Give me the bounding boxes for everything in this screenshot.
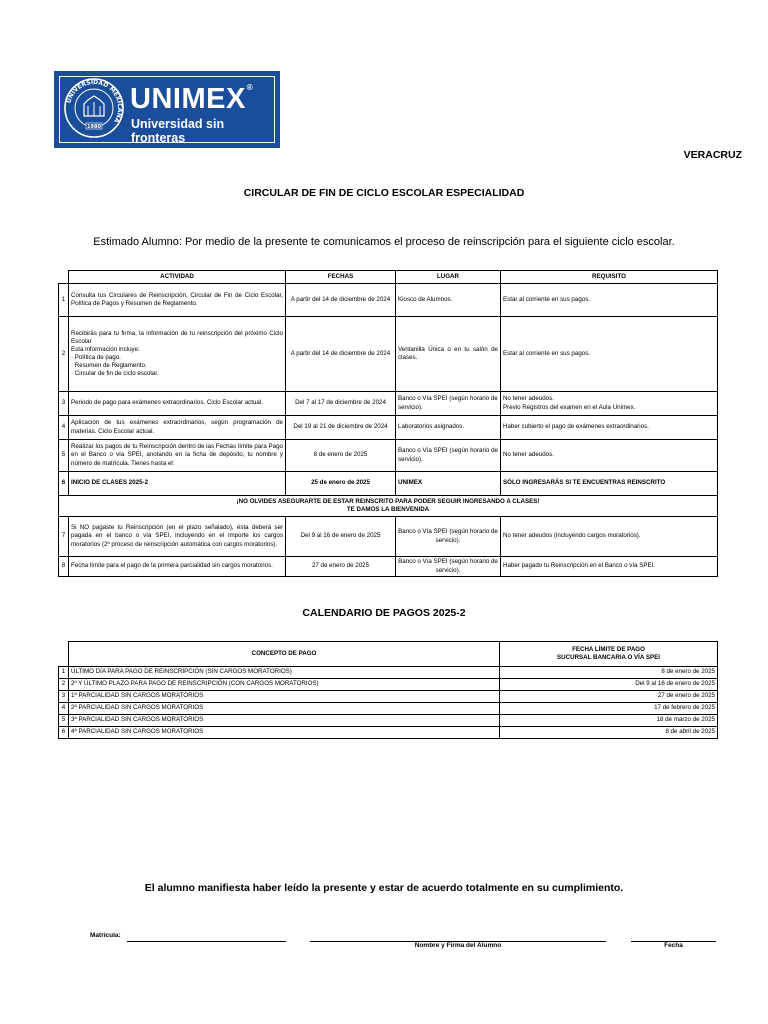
row-fechas: 27 de enero de 2025 bbox=[286, 557, 396, 577]
calendar-row bbox=[59, 727, 718, 739]
row-requisito: Haber cubierto el pago de exámenes extraordinarios. bbox=[501, 416, 718, 440]
actividad-line: Esta información incluye: bbox=[71, 345, 140, 353]
row-number: 6 bbox=[59, 472, 69, 496]
row-lugar: UNIMEX bbox=[396, 472, 501, 496]
row-fechas: A partir del 14 de diciembre de 2024 bbox=[286, 284, 396, 317]
university-seal-icon bbox=[62, 76, 126, 140]
header-fechas: FECHAS bbox=[286, 271, 396, 284]
row-requisito: Haber pagado tu Reinscripción en el Banco o vía SPEI. bbox=[501, 557, 718, 577]
row-actividad: Realizar los pagos de tu Reinscripción dentro de las Fechas límite para Pago en el Banco o vía SPEI, anotando en la ficha de depósito, tu nombre y número de matrícula. Tienes hasta el: bbox=[69, 440, 286, 472]
requisito-line: Previo Registros del examen en el Aula Unimex. bbox=[503, 403, 636, 411]
row-number: 3 bbox=[59, 392, 69, 416]
header-fecha-line: FECHA LÍMITE DE PAGO bbox=[572, 645, 645, 653]
intro-text: Estimado Alumno: Por medio de la presente te comunicamos el proceso de reinscripción para el siguiente ciclo escolar. bbox=[93, 236, 675, 248]
row-actividad: Si NO pagaste tu Reinscripción (en el plazo señalado), ésta deberá ser pagada en el banco o vía SPEI, incluyendo en el importe los cargos moratorios (2º proceso de reinscripción automática con cargos moratorios). bbox=[69, 517, 286, 557]
notice-line: TE DAMOS LA BIENVENIDA bbox=[346, 506, 430, 513]
unimex-logo bbox=[54, 71, 280, 148]
table-row bbox=[59, 557, 718, 577]
row-number: 2 bbox=[59, 679, 69, 691]
calendar-row bbox=[59, 679, 718, 691]
header-concepto: CONCEPTO DE PAGO bbox=[69, 642, 500, 667]
row-concepto: ÚLTIMO DÍA PARA PAGO DE REINSCRIPCIÓN (SIN CARGOS MORATORIOS) bbox=[69, 667, 500, 679]
row-number: 3 bbox=[59, 691, 69, 703]
row-requisito: No tener adeudos. bbox=[501, 440, 718, 472]
brand-name bbox=[130, 83, 253, 116]
row-actividad: INICIO DE CLASES 2025-2 bbox=[69, 472, 286, 496]
calendar-row bbox=[59, 703, 718, 715]
activities-table bbox=[58, 270, 718, 577]
row-number: 6 bbox=[59, 727, 69, 739]
row-fecha: 27 de enero de 2025 bbox=[500, 691, 718, 703]
row-number: 1 bbox=[59, 284, 69, 317]
row-number: 5 bbox=[59, 715, 69, 727]
row-requisito bbox=[501, 392, 718, 416]
row-number: 7 bbox=[59, 517, 69, 557]
row-concepto: 4ª PARCIALIDAD SIN CARGOS MORATORIOS bbox=[69, 727, 500, 739]
agreement-statement: El alumno manifiesta haber leído la presente y estar de acuerdo totalmente en su cumplimiento. bbox=[144, 882, 624, 894]
calendar-row bbox=[59, 667, 718, 679]
registered-mark: ® bbox=[246, 83, 254, 92]
row-fechas: A partir del 14 de diciembre de 2024 bbox=[286, 317, 396, 392]
notice-cell bbox=[59, 496, 718, 517]
table-row bbox=[59, 392, 718, 416]
row-fecha: 18 de marzo de 2025 bbox=[500, 715, 718, 727]
row-actividad: Aplicación de tus exámenes extraordinarios, según programación de materias. Ciclo Escolar actual. bbox=[69, 416, 286, 440]
header-fecha-line: SUCURSAL BANCARIA O VÍA SPEI bbox=[557, 654, 660, 661]
row-fechas: Del 9 al 16 de enero de 2025 bbox=[286, 517, 396, 557]
actividad-line: · Resumen de Reglamento. bbox=[71, 362, 147, 370]
brand-text: UNIMEX bbox=[130, 83, 246, 115]
table-row bbox=[59, 284, 718, 317]
matricula-label: Matrícula: bbox=[90, 932, 121, 939]
row-fechas: Del 7 al 17 de diciembre de 2024 bbox=[286, 392, 396, 416]
payment-calendar-table bbox=[58, 641, 718, 739]
row-lugar: Banco o Vía SPEI (según horario de servicio). bbox=[396, 440, 501, 472]
matricula-line bbox=[127, 941, 286, 942]
row-lugar: Laboratorios asignados. bbox=[396, 416, 501, 440]
row-lugar: Banco o Vía SPEI (según horario de servicio). bbox=[396, 392, 501, 416]
row-requisito: No tener adeudos (incluyendo cargos moratorios). bbox=[501, 517, 718, 557]
row-fecha: Del 9 al 16 de enero de 2025 bbox=[500, 679, 718, 691]
seal-text: UNIVERSIDAD MEXICANA bbox=[65, 78, 124, 124]
calendar-row bbox=[59, 691, 718, 703]
notice-row bbox=[59, 496, 718, 517]
row-actividad bbox=[69, 317, 286, 392]
row-fecha: 17 de febrero de 2025 bbox=[500, 703, 718, 715]
row-actividad: Periodo de pago para exámenes extraordinarios. Ciclo Escolar actual. bbox=[69, 392, 286, 416]
row-fechas: 25 de enero de 2025 bbox=[286, 472, 396, 496]
row-fecha: 8 de enero de 2025 bbox=[500, 667, 718, 679]
header-requisito: REQUISITO bbox=[501, 271, 718, 284]
header-blank bbox=[59, 642, 69, 667]
brand-slogan: Universidad sin fronteras bbox=[131, 117, 225, 145]
header-actividad: ACTIVIDAD bbox=[69, 271, 286, 284]
row-concepto: 1ª PARCIALIDAD SIN CARGOS MORATORIOS bbox=[69, 691, 500, 703]
row-number: 4 bbox=[59, 416, 69, 440]
table-row bbox=[59, 517, 718, 557]
row-lugar: Kiosco de Alumnos. bbox=[396, 284, 501, 317]
table-row bbox=[59, 472, 718, 496]
seal-year: 1980 bbox=[87, 124, 101, 130]
svg-text:UNIVERSIDAD MEXICANA bbox=[65, 79, 123, 124]
row-number: 4 bbox=[59, 703, 69, 715]
table-header-row bbox=[59, 271, 718, 284]
row-requisito: Estar al corriente en sus pagos. bbox=[501, 317, 718, 392]
date-label: Fecha bbox=[664, 942, 683, 949]
row-concepto: 3ª PARCIALIDAD SIN CARGOS MORATORIOS bbox=[69, 715, 500, 727]
row-fechas: 8 de enero de 2025 bbox=[286, 440, 396, 472]
campus-name: VERACRUZ bbox=[683, 149, 742, 161]
header-fecha-limite bbox=[500, 642, 718, 667]
calendar-title: CALENDARIO DE PAGOS 2025-2 bbox=[302, 607, 466, 619]
row-fecha: 8 de abril de 2025 bbox=[500, 727, 718, 739]
actividad-line: Recibirás para tu firma, la información de tu reinscripción del próximo Ciclo Escolar bbox=[71, 329, 283, 345]
row-requisito: Estar al corriente en sus pagos. bbox=[501, 284, 718, 317]
calendar-header-row bbox=[59, 642, 718, 667]
signature-label: Nombre y Firma del Alumno bbox=[414, 942, 502, 949]
row-lugar: Ventanilla Única o en tu salón de clases. bbox=[396, 317, 501, 392]
requisito-line: No tener adeudos. bbox=[503, 395, 554, 403]
row-number: 1 bbox=[59, 667, 69, 679]
row-number: 8 bbox=[59, 557, 69, 577]
row-concepto: 2ª PARCIALIDAD SIN CARGOS MORATORIOS bbox=[69, 703, 500, 715]
document-title: CIRCULAR DE FIN DE CICLO ESCOLAR ESPECIALIDAD bbox=[243, 187, 525, 199]
row-actividad: Fecha límite para el pago de la primera parcialidad sin cargos moratorios. bbox=[69, 557, 286, 577]
actividad-line: · Política de pago. bbox=[71, 354, 121, 361]
row-requisito: SÓLO INGRESARÁS SI TE ENCUENTRAS REINSCRITO bbox=[501, 472, 718, 496]
calendar-row bbox=[59, 715, 718, 727]
row-fechas: Del 19 al 21 de diciembre de 2024 bbox=[286, 416, 396, 440]
row-lugar: Banco o Vía SPEI (según horario de servicio). bbox=[396, 517, 501, 557]
row-concepto: 2º Y ÚLTIMO PLAZO PARA PAGO DE REINSCRIPCIÓN (CON CARGOS MORATORIOS) bbox=[69, 679, 500, 691]
row-number: 5 bbox=[59, 440, 69, 472]
row-actividad: Consulta tus Circulares de Reinscripción, Circular de Fin de Ciclo Escolar, Política de Pagos y Resumen de Reglamento. bbox=[69, 284, 286, 317]
table-row bbox=[59, 317, 718, 392]
notice-line: ¡NO OLVIDES ASEGURARTE DE ESTAR REINSCRITO PARA PODER SEGUIR INGRESANDO A CLASES! bbox=[236, 497, 540, 505]
table-row bbox=[59, 440, 718, 472]
actividad-line: · Circular de fin de ciclo escolar. bbox=[71, 370, 159, 378]
header-blank bbox=[59, 271, 69, 284]
row-number: 2 bbox=[59, 317, 69, 392]
row-lugar: Banco o Vía SPEI (según horario de servicio). bbox=[396, 557, 501, 577]
table-row bbox=[59, 416, 718, 440]
header-lugar: LUGAR bbox=[396, 271, 501, 284]
